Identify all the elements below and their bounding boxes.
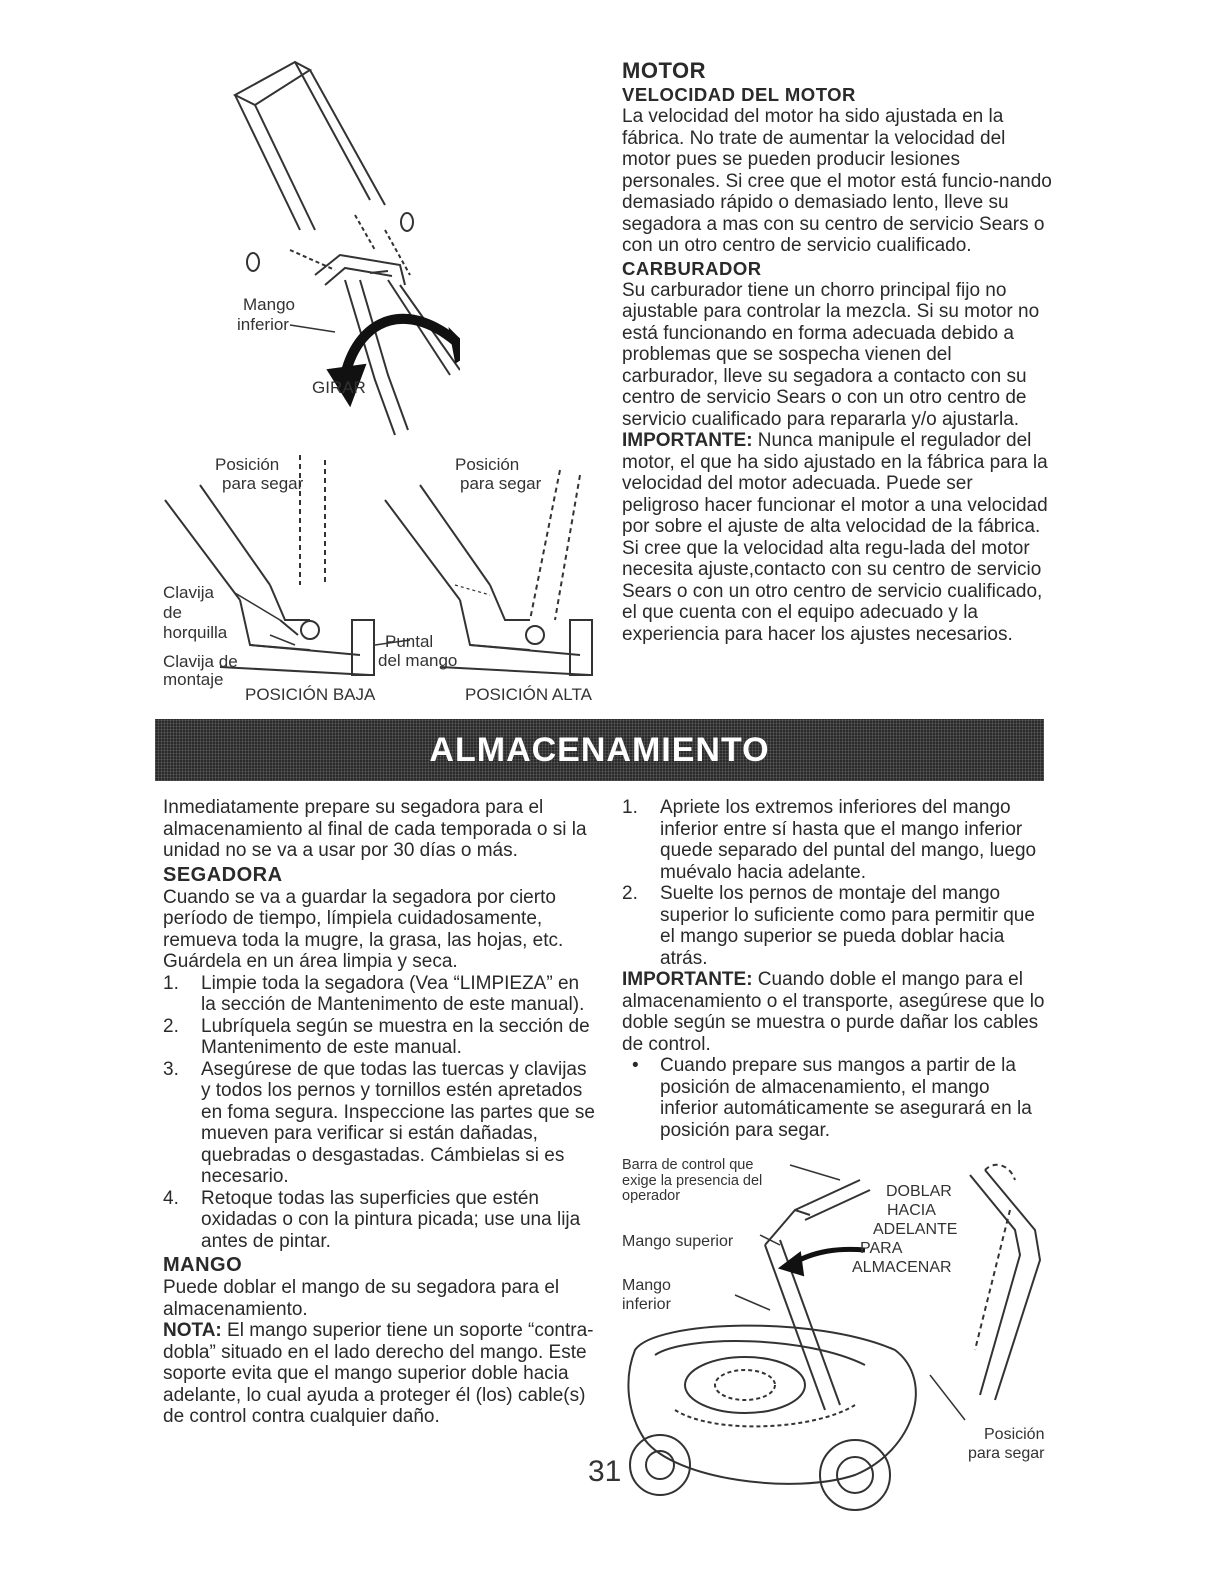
inferior-label: inferior xyxy=(622,1296,671,1313)
almacenamiento-right-column xyxy=(622,797,1052,1141)
motor-title: MOTOR xyxy=(622,58,706,83)
del-mango-label: del mango xyxy=(378,651,458,670)
bullet-list xyxy=(622,1055,1052,1141)
almacenamiento-banner xyxy=(155,719,1044,781)
step-text: Lubríquela según se muestra en la sección de Mantenimento de este manual. xyxy=(201,1015,590,1058)
list-item xyxy=(163,1188,595,1253)
mango-label: Mango xyxy=(622,1277,671,1294)
posicion-baja-label: POSICIÓN BAJA xyxy=(245,685,376,704)
list-item xyxy=(622,883,1052,969)
list-item xyxy=(622,797,1052,883)
importante-text: Cuando doble el mango para el almacenamiento o el transporte, asegúrese que lo doble según se muestra o purde dañar los cables de control. xyxy=(622,969,1045,1055)
mango-steps xyxy=(622,797,1052,969)
segadora-text: Cuando se va a guardar la segadora por cierto período de tiempo, límpiela cuidadosamente, remueva toda la mugre, la grasa, las hojas, etc. Guárdela en un área limpia y seca. xyxy=(163,886,564,972)
velocidad-title: VELOCIDAD DEL MOTOR xyxy=(622,84,856,105)
velocidad-text: La velocidad del motor ha sido ajustada en la fábrica. No trate de aumentar la velocidad del motor pues se pueden producir lesiones personales. Si cree que el motor está funcio-nando demasiado rápido o demasiado lento, lleve su segadora a mas con su centro de servicio Sears o con un otro centro de servicio cualificado. xyxy=(622,106,1052,256)
step-number: 4. xyxy=(163,1187,179,1209)
clavija-de-label: Clavija de xyxy=(163,652,238,671)
almacenamiento-intro: Inmediatamente prepare su segadora para el almacenamiento al final de cada temporada o si la unidad no se va a usar por 30 días o más. xyxy=(163,797,587,861)
puntal-label: Puntal xyxy=(385,632,434,651)
mango-text: Puede doblar el mango de su segadora para el almacenamiento. xyxy=(163,1277,560,1320)
barra-line-3: operador xyxy=(622,1188,681,1204)
mower-fold-illustration xyxy=(615,1150,1055,1530)
clavija-label: Clavija xyxy=(163,583,215,602)
para-segar-right-label: para segar xyxy=(460,474,542,493)
posicion-label: Posición xyxy=(984,1426,1045,1443)
carburador-text: Su carburador tiene un chorro principal fijo no ajustable para controlar la mezcla. Si su motor no está funcionando en forma adecuada debido a problemas que se sospecha vienen del carburador, lleve su segadora a contacto con su centro de servicio Sears o con un otro centro de servicio cualificado para repararla y/o ajustarla. xyxy=(622,279,1040,430)
almacenar-label: ALMACENAR xyxy=(852,1259,952,1276)
para-segar-label: para segar xyxy=(968,1445,1045,1462)
nota-paragraph xyxy=(163,1320,595,1428)
segadora-steps xyxy=(163,973,595,1253)
mango-label: Mango xyxy=(243,295,295,314)
step-text: Suelte los pernos de montaje del mango superior lo suficiente como para permitir que el mango superior se pueda doblar hacia atrás. xyxy=(660,883,1035,969)
importante-text: Nunca manipule el regulador del motor, el que ha sido ajustado en la fábrica para la velocidad del motor adecuada. Puede ser peligroso hacer funcionar el motor a una velocidad por sobre el ajuste de alta velocidad de la fábrica. Si cree que la velocidad alta regu-lada del motor necesita ajuste,contacto con su centro de servicio Sears o con un otro centro de servicio cualificado, el que cuenta con el equipo adecuado y la experiencia para hacer los ajustes necesarios. xyxy=(622,430,1048,645)
para-label: PARA xyxy=(860,1240,903,1257)
posicion-alta-label: POSICIÓN ALTA xyxy=(465,685,592,704)
step-number: 1. xyxy=(622,797,638,818)
para-segar-left-label: para segar xyxy=(222,474,304,493)
horquilla-label: horquilla xyxy=(163,623,228,642)
banner-title: ALMACENAMIENTO xyxy=(429,731,770,769)
inferior-label: inferior xyxy=(237,315,289,334)
nota-label: NOTA: xyxy=(163,1320,222,1341)
barra-control-label xyxy=(622,1158,762,1205)
barra-line-2: exige la presencia del xyxy=(622,1172,763,1189)
step-text: Asegúrese de que todas las tuercas y clavijas y todos los pernos y tornillos estén apretados en foma segura. Inspeccione las partes que se mueven para verificar si están dañadas, quebradas o desgastadas. Cámbielas si es necesario. xyxy=(201,1058,595,1187)
step-number: 2. xyxy=(622,883,638,904)
adelante-label: ADELANTE xyxy=(873,1221,958,1238)
step-text: Limpie toda la segadora (Vea “LIMPIEZA” en la sección de Mantenimento de este manual). xyxy=(201,972,585,1015)
list-item xyxy=(163,1059,595,1188)
step-number: 1. xyxy=(163,972,179,994)
step-text: Retoque todas las superficies que estén oxidadas o con la pintura picada; use una lija antes de pintar. xyxy=(201,1187,581,1252)
handle-rotation-illustration xyxy=(160,40,460,460)
almacenamiento-left-column xyxy=(163,797,595,1428)
girar-label: GIRAR xyxy=(312,378,366,397)
list-item xyxy=(163,973,595,1016)
mango-title: MANGO xyxy=(163,1254,243,1276)
segadora-title: SEGADORA xyxy=(163,863,283,886)
storage-importante-paragraph xyxy=(622,969,1052,1055)
step-number: 2. xyxy=(163,1015,179,1037)
motor-section xyxy=(622,58,1052,645)
posicion-left-label: Posición xyxy=(215,455,280,474)
importante-label: IMPORTANTE: xyxy=(622,969,753,990)
de-label: de xyxy=(163,603,182,622)
step-text: Apriete los extremos inferiores del mango inferior entre sí hasta que el mango inferior quede separado del puntal del mango, luego muévalo hacia adelante. xyxy=(660,797,1037,883)
nota-text: El mango superior tiene un soporte “contra-dobla” situado en el lado derecho del mango. Este soporte evita que el mango superior doble hacia adelante, lo cual ayuda a proteger él (los) cable(s) de control contra cualquier daño. xyxy=(163,1320,594,1427)
list-item xyxy=(163,1016,595,1059)
list-item xyxy=(622,1055,1052,1141)
bullet-text: Cuando prepare sus mangos a partir de la posición de almacenamiento, el mango inferior automáticamente se asegurará en la posición para segar. xyxy=(660,1055,1032,1141)
doblar-label: DOBLAR xyxy=(886,1183,952,1200)
step-number: 3. xyxy=(163,1058,179,1080)
mango-superior-label: Mango superior xyxy=(622,1233,734,1250)
importante-label: IMPORTANTE: xyxy=(622,430,753,451)
page-number: 31 xyxy=(588,1455,622,1488)
posicion-right-label: Posición xyxy=(455,455,520,474)
bullet-icon: • xyxy=(632,1055,639,1076)
montaje-label: montaje xyxy=(163,670,224,689)
motor-importante-paragraph xyxy=(622,430,1052,645)
barra-line-1: Barra de control que xyxy=(622,1157,754,1173)
carburador-title: CARBURADOR xyxy=(622,257,762,279)
hacia-label: HACIA xyxy=(887,1202,936,1219)
